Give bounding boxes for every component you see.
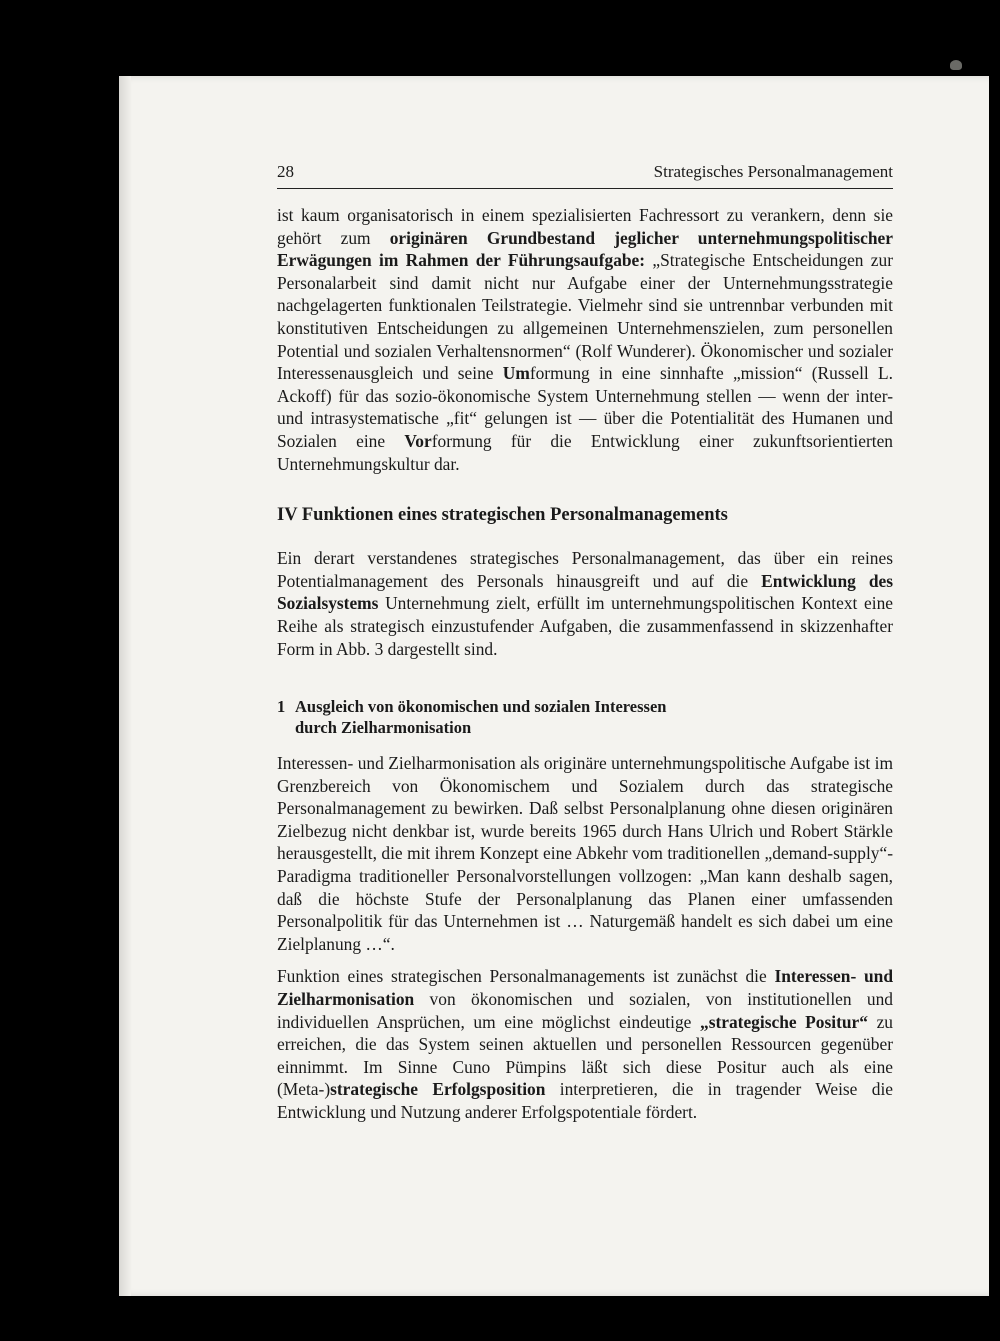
subsection-heading-line-1 bbox=[277, 696, 893, 717]
spacer bbox=[277, 955, 893, 965]
section-heading: IV Funktionen eines strategischen Personalmanagements bbox=[277, 505, 728, 526]
paragraph-2 bbox=[277, 547, 893, 660]
spacer bbox=[277, 527, 893, 547]
spacer bbox=[277, 738, 893, 752]
running-title: Strategisches Personalmanagement bbox=[653, 162, 893, 181]
paragraph-4-text-a: Funktion eines strategischen Personalmanagements ist zunächst die bbox=[277, 966, 775, 987]
page-number: 28 bbox=[277, 162, 294, 181]
paragraph-4 bbox=[277, 965, 893, 1123]
paragraph-2-bold-a: Entwicklung des Sozialsystems bbox=[277, 570, 893, 614]
paragraph-4-bold-b: „strategische Positur“ bbox=[700, 1011, 868, 1032]
paragraph-1-text-d: formung für die Entwicklung einer zukunftsorientierten Unternehmungskultur dar. bbox=[277, 430, 893, 474]
scan-corner-mark bbox=[950, 60, 962, 70]
paragraph-4-text-c: zu erreichen, die das System seinen aktuellen und personellen Ressourcen gegenüber einnimmt. Im Sinne Cuno Pümpins läßt sich diese Positur auch als eine (Meta-) bbox=[277, 1011, 893, 1100]
paragraph-1-bold-b: Um bbox=[502, 363, 530, 384]
paragraph-4-bold-c: strategische Erfolgsposition bbox=[330, 1079, 546, 1100]
paragraph-4-text-d: interpretieren, die in tragender Weise die Entwicklung und Nutzung anderer Erfolgspotentiale fördert. bbox=[277, 1079, 894, 1122]
paragraph-3: Interessen- und Zielharmonisation als originäre unternehmungspolitische Aufgabe ist im Grenzbereich von Ökonomischem und Sozialem durch das strategische Personalmanagement zu bewirken. Daß selbst Personalplanung ohne diesen originären Zielbezug nicht denkbar ist, wurde bereits 1965 durch Hans Ulrich und Robert Stärkle herausgestellt, die mit ihrem Konzept eine Abkehr vom traditionellen „demand-supply“-Paradigma traditioneller Personalvorstellungen vollzogen: „Man kann deshalb sagen, daß die höchste Stufe der Personalplanung das Planen einer umfassenden Personalpolitik für das Unternehmen ist … Naturgemäß handelt es sich dabei um eine Zielplanung …“. bbox=[277, 753, 893, 954]
subsection-title-line-2: durch Zielharmonisation bbox=[295, 718, 472, 738]
paragraph-4-text-b: von ökonomischen und sozialen, von institutionellen und individuellen Ansprüchen, um eine möglichst eindeutige bbox=[277, 989, 893, 1032]
paragraph-1 bbox=[277, 204, 893, 475]
paragraph-1-text-c: formung in eine sinnhafte „mission“ (Russell L. Ackoff) für das sozio-ökonomische System Unternehmung stellen — wenn der inter- und intrasystematische „fit“ gelungen ist — über die Potentialität des Humanen und Sozialen eine bbox=[277, 363, 893, 451]
paragraph-1-text-b: „Strategische Entscheidungen zur Personalarbeit sind damit nicht nur Aufgabe einer der Unternehmungsstrategie nachgelagerten funktionalen Teilstrategie. Vielmehr sind sie untrennbar verbunden mit konstitutiven Entscheidungen zu allgemeinen Unternehmenszielen, zum personellen Potential und sozialen Verhaltensnormen“ (Rolf Wunderer). Ökonomischer und sozialer Interessenausgleich und seine bbox=[277, 250, 893, 384]
subsection-heading bbox=[277, 696, 893, 738]
paragraph-2-text-a: Ein derart verstandenes strategisches Personalmanagement, das über ein reines Potentialmanagement des Personals hinausgreift und auf die bbox=[277, 548, 893, 591]
paragraph-2-text-b: Unternehmung zielt, erfüllt im unternehmungspolitischen Kontext eine Reihe als strategisch einzustufender Aufgaben, die zusammenfassend in skizzenhafter Form in Abb. 3 dargestellt sind. bbox=[277, 593, 893, 659]
paragraph-1-bold-a: originären Grundbestand jeglicher unternehmungspolitischer Erwägungen im Rahmen der Führungsaufgabe: bbox=[277, 227, 893, 271]
paragraph-1-text-a: ist kaum organisatorisch in einem spezialisierten Fachressort zu verankern, denn sie gehört zum bbox=[277, 205, 893, 248]
paper-binding-edge bbox=[119, 76, 131, 1296]
page-body bbox=[277, 204, 893, 1124]
paragraph-1-bold-c: Vor bbox=[404, 430, 432, 451]
subsection-number: 1 bbox=[277, 697, 286, 717]
paragraph-4-bold-a: Interessen- und Zielharmonisation bbox=[277, 966, 893, 1010]
running-header bbox=[277, 160, 893, 189]
subsection-title-line-1: Ausgleich von ökonomischen und sozialen Interessen bbox=[295, 697, 667, 717]
